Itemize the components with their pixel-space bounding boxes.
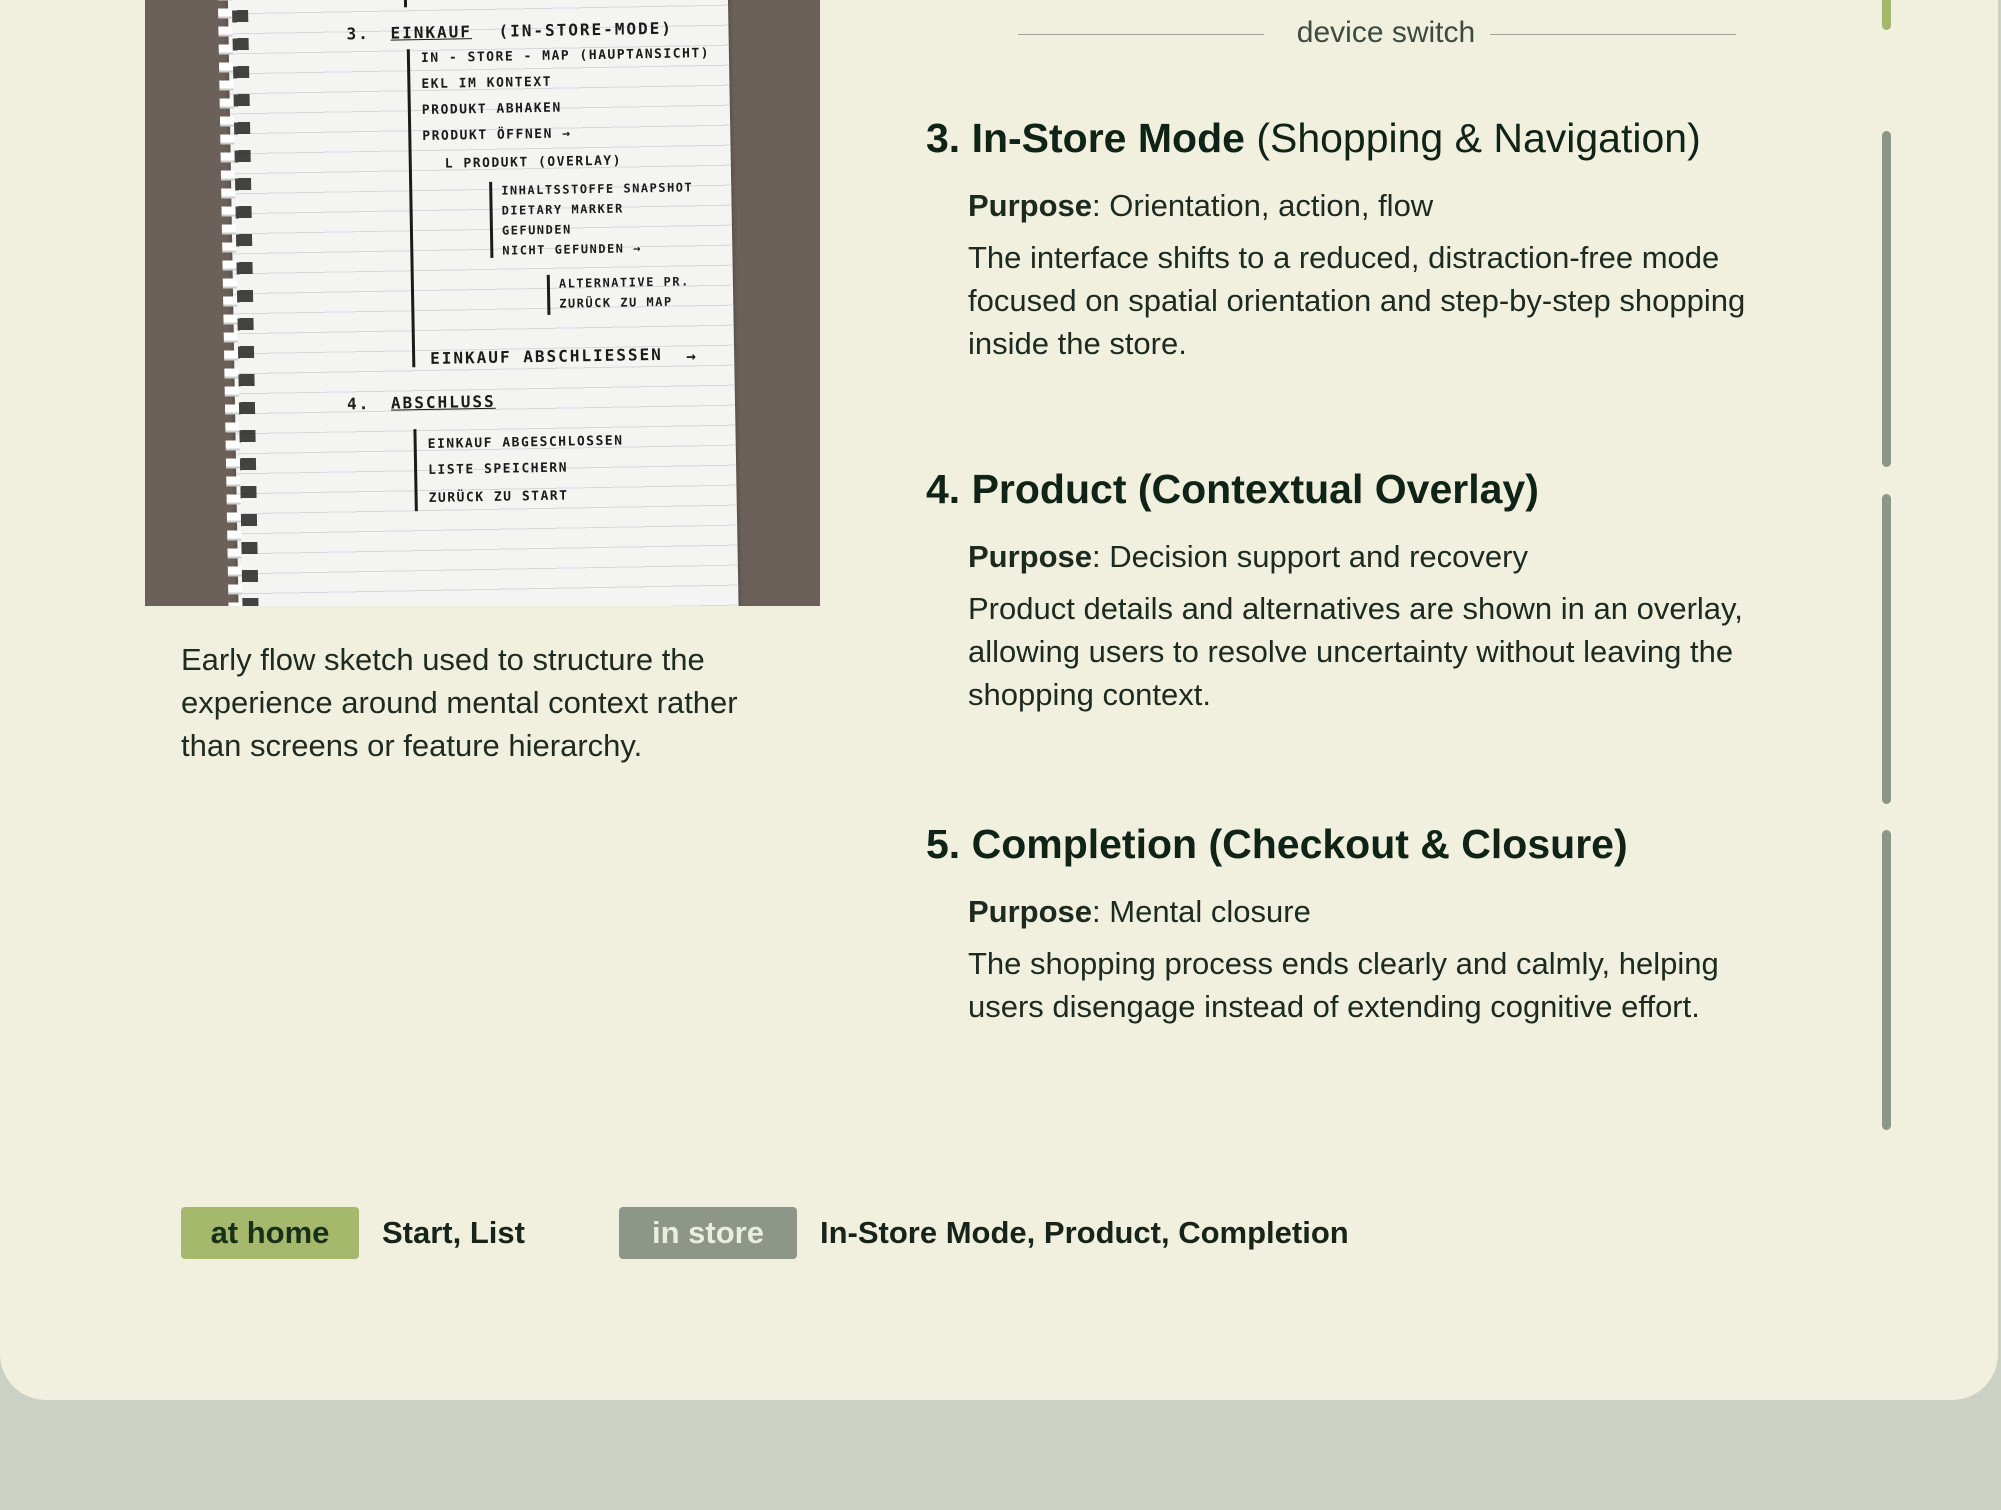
sketch-line: LISTE SPEICHERN [428, 460, 569, 478]
section-title: 5. Completion (Checkout & Closure) [926, 821, 1628, 867]
in-store-tag: in store [619, 1207, 797, 1259]
sketch-line: ZURÜCK ZU MAP [559, 294, 673, 311]
sketch-line: EINKAUF ABGESCHLOSSEN [427, 433, 624, 452]
sketch-line: INHALTSSTOFFE SNAPSHOT [501, 180, 694, 198]
sketch-line: EKL IM KONTEXT [421, 74, 553, 93]
section-product [926, 463, 1806, 716]
section-completion [926, 818, 1806, 1028]
section-purpose: Purpose: Mental closure [968, 894, 1311, 929]
section-purpose: Purpose: Decision support and recovery [968, 539, 1528, 574]
sketch-line: 3. [346, 23, 370, 44]
flow-sketch-photo [145, 0, 820, 606]
section-in-store-mode [926, 112, 1806, 365]
sketch-line: IN - STORE - MAP (HAUPTANSICHT) [420, 46, 711, 67]
sketch-line: ALTERNATIVE PR. [558, 274, 690, 291]
notebook-paper [227, 0, 739, 606]
section-description: The interface shifts to a reduced, distraction-free mode focused on spatial orientation and step-by-step shopping inside the store. [968, 240, 1746, 361]
sketch-line: L PRODUKT (OVERLAY) [444, 153, 623, 172]
sketch-line: PRODUKT ABHAKEN [421, 100, 562, 119]
sketch-line: (IN-STORE-MODE) [498, 18, 674, 41]
sketch-heading: ABSCHLUSS [390, 391, 496, 413]
sketch-line: EINKAUF ABSCHLIESSEN [430, 344, 663, 368]
section-title: 3. In-Store Mode (Shopping & Navigation) [926, 115, 1701, 161]
sketch-line: DIETARY MARKER [501, 201, 624, 218]
sketch-line: 4. [346, 393, 371, 414]
section-purpose: Purpose: Orientation, action, flow [968, 188, 1434, 223]
sketch-heading: EINKAUF [390, 22, 473, 43]
section-indicator-bar [1882, 494, 1891, 804]
at-home-tag: at home [181, 1207, 359, 1259]
section-indicator-bar [1882, 131, 1891, 467]
sketch-caption: Early flow sketch used to structure the experience around mental context rather than screens or feature hierarchy. [181, 642, 738, 763]
device-switch-divider [1018, 16, 1738, 49]
sketch-arrow: → [686, 346, 698, 366]
in-store-steps: In-Store Mode, Product, Completion [820, 1215, 1349, 1250]
device-switch-label: device switch [1296, 16, 1476, 49]
sketch-line: NICHT GEFUNDEN → [502, 241, 643, 258]
sketch-line: GEFUNDEN [501, 222, 572, 238]
section-description: The shopping process ends clearly and calmly, helping users disengage instead of extending cognitive effort. [968, 946, 1719, 1024]
section-indicator-bar [1882, 0, 1891, 30]
sketch-line: PRODUKT ÖFFNEN → [422, 126, 572, 145]
section-title: 4. Product (Contextual Overlay) [926, 466, 1539, 512]
at-home-steps: Start, List [382, 1215, 525, 1250]
section-indicator-bar [1882, 830, 1891, 1130]
sketch-line: ZURÜCK ZU START [428, 488, 569, 506]
section-description: Product details and alternatives are shown in an overlay, allowing users to resolve uncertainty without leaving the shopping context. [968, 591, 1743, 712]
